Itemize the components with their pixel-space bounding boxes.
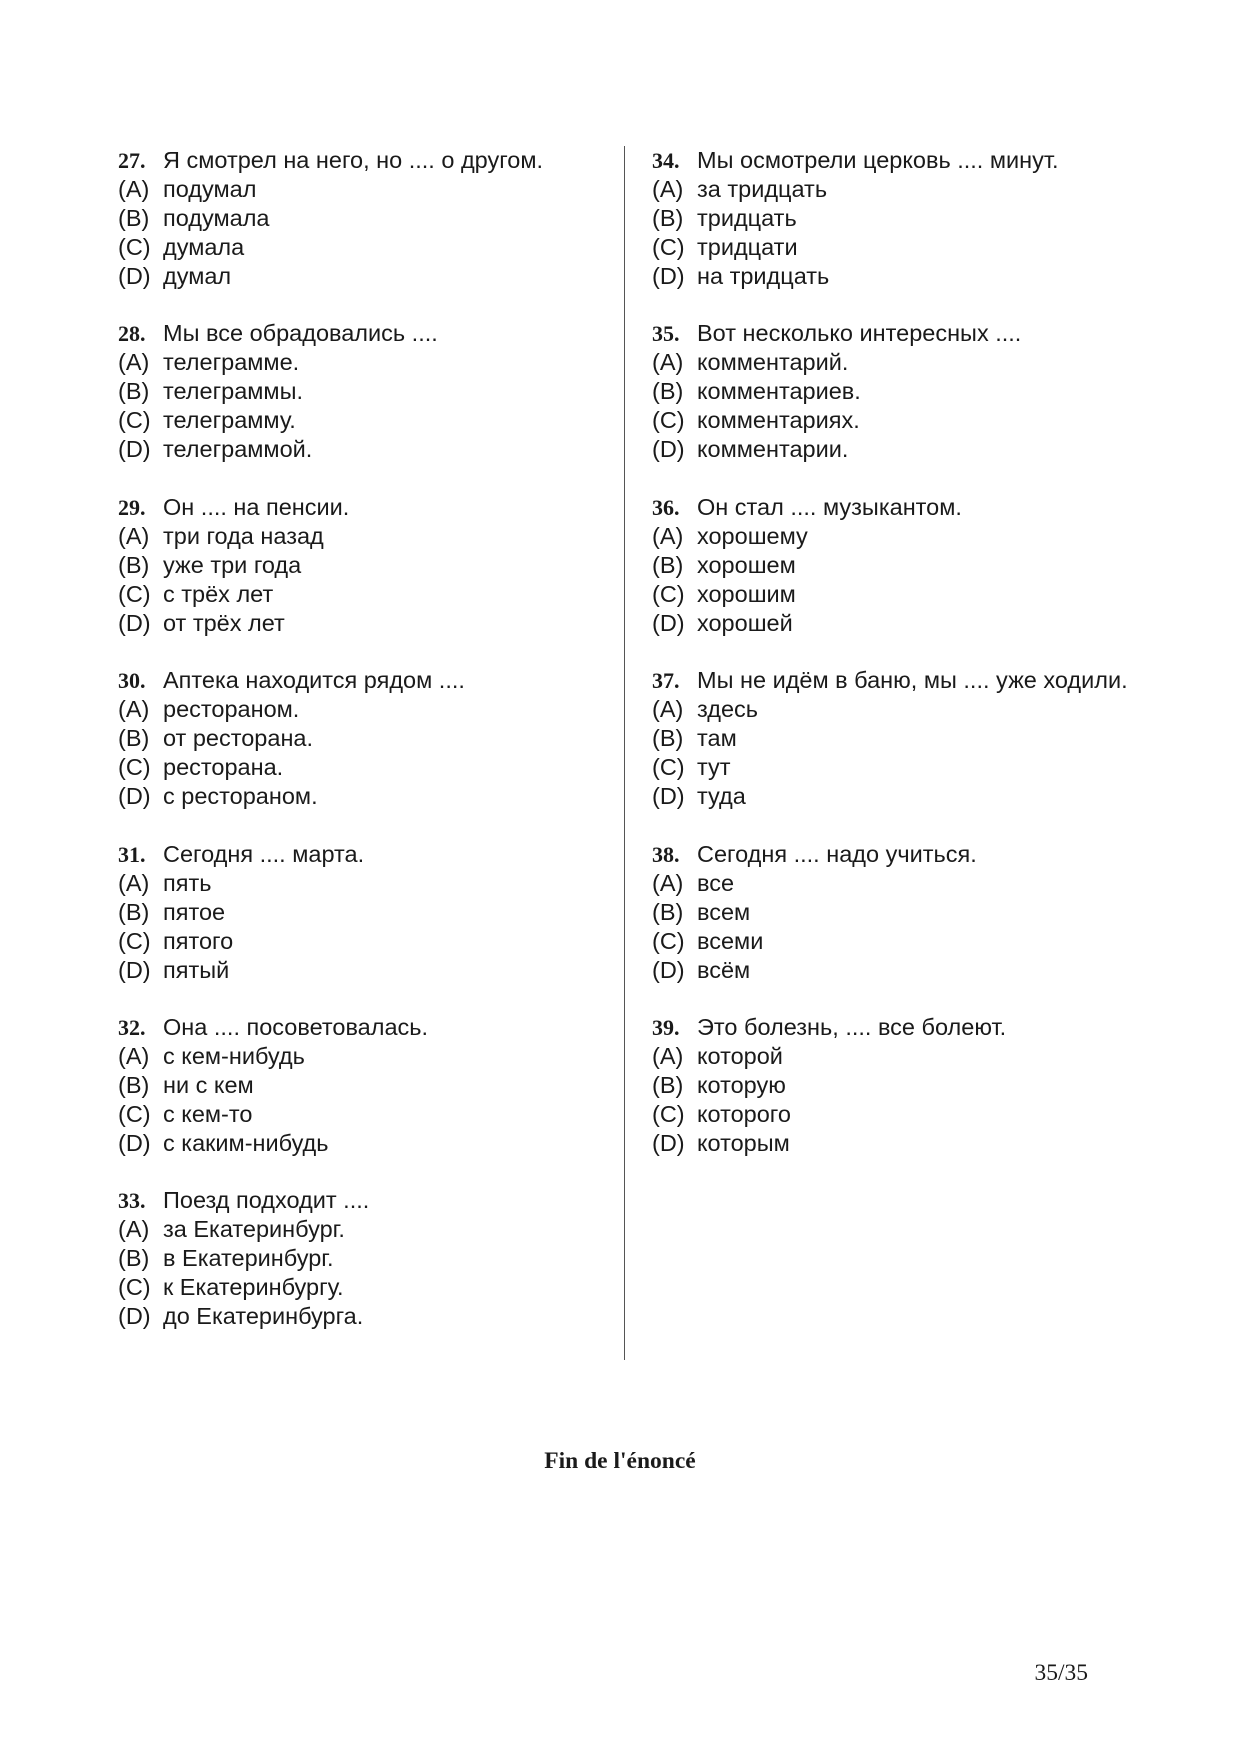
option-c: [652, 927, 1172, 956]
option-text: комментарий.: [697, 349, 849, 376]
option-letter: (C): [652, 1100, 685, 1127]
option-letter: (A): [118, 349, 150, 376]
option-letter: (C): [652, 234, 685, 260]
option-letter: (D): [118, 609, 151, 636]
option-text: ресторана.: [163, 754, 284, 781]
page-number: 35/35: [1034, 1660, 1088, 1686]
question-text: Аптека находится рядом ....: [163, 667, 465, 694]
option-letter: (D): [652, 609, 685, 636]
question-number: 35.: [652, 321, 680, 347]
option-letter: (A): [118, 522, 150, 549]
option-a: [652, 1042, 1172, 1071]
option-letter: (B): [652, 205, 684, 231]
question-number: 29.: [118, 494, 146, 520]
option-letter: (C): [118, 580, 151, 607]
option-text: все: [697, 869, 735, 896]
option-text: телеграммы.: [163, 378, 304, 405]
option-letter: (B): [118, 1245, 150, 1272]
option-letter: (C): [118, 754, 151, 781]
option-letter: (B): [652, 1071, 684, 1098]
question-37: [652, 666, 1172, 811]
question-text: Мы не идём в баню, мы .... уже ходили.: [697, 667, 1128, 694]
question-38: [652, 840, 1172, 985]
option-letter: (B): [118, 205, 150, 231]
option-a: [652, 869, 1172, 898]
question-31: [118, 840, 618, 985]
question-stem: [118, 666, 618, 695]
question-34: [652, 146, 1172, 291]
question-number: 37.: [652, 668, 680, 694]
option-c: [118, 927, 618, 956]
question-text: Я смотрел на него, но .... о другом.: [163, 147, 544, 173]
option-text: которого: [697, 1100, 791, 1127]
option-c: [652, 580, 1172, 609]
question-number: 34.: [652, 148, 680, 173]
option-text: пять: [163, 869, 212, 896]
option-letter: (C): [118, 1274, 151, 1301]
option-letter: (C): [118, 407, 151, 434]
question-29: [118, 493, 618, 638]
option-d: [118, 435, 618, 464]
question-stem: [118, 146, 618, 175]
option-text: здесь: [697, 696, 759, 723]
option-text: там: [697, 725, 737, 752]
question-27: [118, 146, 618, 291]
option-d: [652, 956, 1172, 985]
option-letter: (A): [118, 176, 150, 202]
option-text: хорошим: [697, 580, 796, 607]
option-letter: (A): [652, 522, 684, 549]
question-33: [118, 1186, 618, 1331]
option-letter: (B): [652, 551, 684, 578]
option-letter: (B): [118, 551, 150, 578]
option-text: с каким-нибудь: [163, 1129, 329, 1156]
question-stem: [118, 1186, 618, 1215]
option-text: думала: [163, 234, 245, 260]
option-d: [118, 609, 618, 638]
option-text: до Екатеринбурга.: [163, 1303, 364, 1330]
option-text: комментариях.: [697, 407, 860, 434]
option-text: от ресторана.: [163, 725, 314, 752]
question-30: [118, 666, 618, 811]
option-c: [652, 233, 1172, 262]
option-b: [118, 1244, 618, 1273]
option-letter: (B): [118, 378, 150, 405]
option-d: [652, 1129, 1172, 1158]
option-d: [118, 1129, 618, 1158]
option-c: [118, 753, 618, 782]
question-stem: [652, 666, 1172, 695]
option-text: пятого: [163, 927, 234, 954]
option-d: [652, 609, 1172, 638]
option-text: три года назад: [163, 522, 324, 549]
question-number: 33.: [118, 1188, 146, 1214]
option-a: [118, 1042, 618, 1071]
option-text: с кем-то: [163, 1100, 253, 1127]
option-text: хорошей: [697, 609, 793, 636]
option-c: [652, 1100, 1172, 1129]
question-text: Мы все обрадовались ....: [163, 320, 438, 347]
option-text: всем: [697, 898, 751, 925]
option-b: [652, 898, 1172, 927]
option-letter: (A): [652, 869, 684, 896]
option-b: [652, 204, 1172, 233]
option-letter: (C): [118, 927, 151, 954]
option-text: тридцать: [697, 205, 797, 231]
question-stem: [652, 1013, 1172, 1042]
option-a: [118, 869, 618, 898]
option-letter: (A): [652, 176, 684, 202]
question-number: 36.: [652, 494, 680, 520]
right-question-column: [652, 146, 1172, 1186]
option-letter: (C): [652, 754, 685, 781]
option-letter: (A): [652, 696, 684, 723]
option-letter: (A): [118, 1216, 150, 1243]
option-d: [118, 262, 618, 291]
question-number: 28.: [118, 321, 146, 347]
option-a: [652, 348, 1172, 377]
option-text: за тридцать: [697, 176, 828, 202]
option-text: которую: [697, 1071, 786, 1098]
option-text: тридцати: [697, 234, 798, 260]
option-text: с трёх лет: [163, 580, 274, 607]
question-stem: [118, 840, 618, 869]
question-stem: [652, 146, 1172, 175]
question-39: [652, 1013, 1172, 1158]
left-question-column: [118, 146, 618, 1360]
option-letter: (D): [118, 436, 151, 463]
option-text: пятый: [163, 956, 230, 983]
option-text: всеми: [697, 927, 764, 954]
option-letter: (A): [652, 1042, 684, 1069]
option-c: [118, 233, 618, 262]
end-of-statement: Fin de l'énoncé: [544, 1448, 696, 1474]
option-text: от трёх лет: [163, 609, 285, 636]
option-text: всём: [697, 956, 751, 983]
option-letter: (A): [118, 869, 150, 896]
option-d: [118, 782, 618, 811]
question-text: Он .... на пенсии.: [163, 493, 350, 520]
question-number: 39.: [652, 1014, 680, 1040]
option-b: [118, 1071, 618, 1100]
option-letter: (B): [652, 725, 684, 752]
option-text: подумала: [163, 205, 270, 231]
option-text: телеграмму.: [163, 407, 296, 434]
question-stem: [652, 319, 1172, 348]
option-b: [118, 377, 618, 406]
question-number: 30.: [118, 668, 146, 694]
question-stem: [118, 493, 618, 522]
option-a: [118, 1215, 618, 1244]
option-text: пятое: [163, 898, 226, 925]
option-text: за Екатеринбург.: [163, 1216, 345, 1243]
question-28: [118, 319, 618, 464]
question-36: [652, 493, 1172, 638]
option-text: которым: [697, 1129, 790, 1156]
option-text: к Екатеринбургу.: [163, 1274, 344, 1301]
option-letter: (C): [652, 407, 685, 434]
option-c: [118, 406, 618, 435]
option-letter: (C): [652, 927, 685, 954]
option-text: с рестораном.: [163, 783, 318, 810]
question-32: [118, 1013, 618, 1158]
option-b: [652, 724, 1172, 753]
option-text: комментарии.: [697, 436, 849, 463]
column-divider: [624, 146, 625, 1360]
question-text: Сегодня .... надо учиться.: [697, 840, 977, 867]
option-a: [652, 695, 1172, 724]
option-c: [118, 1273, 618, 1302]
option-letter: (B): [652, 898, 684, 925]
option-b: [652, 1071, 1172, 1100]
option-text: комментариев.: [697, 378, 861, 405]
option-c: [118, 580, 618, 609]
option-letter: (D): [652, 783, 685, 810]
option-text: телеграммой.: [163, 436, 313, 463]
option-a: [652, 175, 1172, 204]
option-c: [118, 1100, 618, 1129]
option-a: [652, 522, 1172, 551]
question-stem: [652, 840, 1172, 869]
option-letter: (C): [118, 1100, 151, 1127]
option-text: хорошему: [697, 522, 808, 549]
option-text: в Екатеринбург.: [163, 1245, 334, 1272]
option-letter: (D): [118, 783, 151, 810]
option-letter: (A): [118, 696, 150, 723]
question-number: 38.: [652, 841, 680, 867]
option-letter: (C): [652, 580, 685, 607]
option-b: [118, 898, 618, 927]
question-text: Она .... посоветовалась.: [163, 1013, 429, 1040]
option-text: думал: [163, 263, 232, 289]
option-letter: (D): [652, 436, 685, 463]
question-text: Это болезнь, .... все болеют.: [697, 1013, 1007, 1040]
option-d: [652, 262, 1172, 291]
option-text: рестораном.: [163, 696, 300, 723]
option-d: [118, 956, 618, 985]
question-number: 31.: [118, 841, 146, 867]
option-c: [652, 406, 1172, 435]
question-text: Мы осмотрели церковь .... минут.: [697, 147, 1059, 173]
option-letter: (B): [118, 1071, 150, 1098]
option-a: [118, 695, 618, 724]
question-35: [652, 319, 1172, 464]
question-stem: [118, 319, 618, 348]
option-a: [118, 522, 618, 551]
option-b: [118, 204, 618, 233]
option-letter: (B): [652, 378, 684, 405]
question-number: 32.: [118, 1014, 146, 1040]
option-a: [118, 348, 618, 377]
option-letter: (D): [652, 956, 685, 983]
option-letter: (B): [118, 725, 150, 752]
question-stem: [118, 1013, 618, 1042]
question-text: Он стал .... музыкантом.: [697, 493, 962, 520]
question-text: Сегодня .... марта.: [163, 840, 365, 867]
option-text: уже три года: [163, 551, 302, 578]
option-c: [652, 753, 1172, 782]
option-letter: (C): [118, 234, 151, 260]
question-number: 27.: [118, 148, 146, 173]
option-letter: (A): [652, 349, 684, 376]
option-b: [118, 551, 618, 580]
option-text: подумал: [163, 176, 257, 202]
option-text: телеграмме.: [163, 349, 300, 376]
option-b: [652, 377, 1172, 406]
option-d: [652, 435, 1172, 464]
option-d: [652, 782, 1172, 811]
option-b: [652, 551, 1172, 580]
option-b: [118, 724, 618, 753]
option-text: которой: [697, 1042, 783, 1069]
option-letter: (A): [118, 1042, 150, 1069]
option-letter: (D): [118, 263, 151, 289]
option-text: с кем-нибудь: [163, 1042, 305, 1069]
option-text: ни с кем: [163, 1071, 254, 1098]
option-text: тут: [697, 754, 731, 781]
question-stem: [652, 493, 1172, 522]
option-letter: (D): [652, 1129, 685, 1156]
option-d: [118, 1302, 618, 1331]
option-letter: (D): [118, 1303, 151, 1330]
option-text: хорошем: [697, 551, 796, 578]
option-text: туда: [697, 783, 746, 810]
option-a: [118, 175, 618, 204]
question-text: Поезд подходит ....: [163, 1187, 370, 1214]
question-text: Вот несколько интересных ....: [697, 320, 1022, 347]
option-letter: (D): [652, 263, 685, 289]
option-letter: (B): [118, 898, 150, 925]
option-letter: (D): [118, 956, 151, 983]
option-text: на тридцать: [697, 263, 830, 289]
option-letter: (D): [118, 1129, 151, 1156]
